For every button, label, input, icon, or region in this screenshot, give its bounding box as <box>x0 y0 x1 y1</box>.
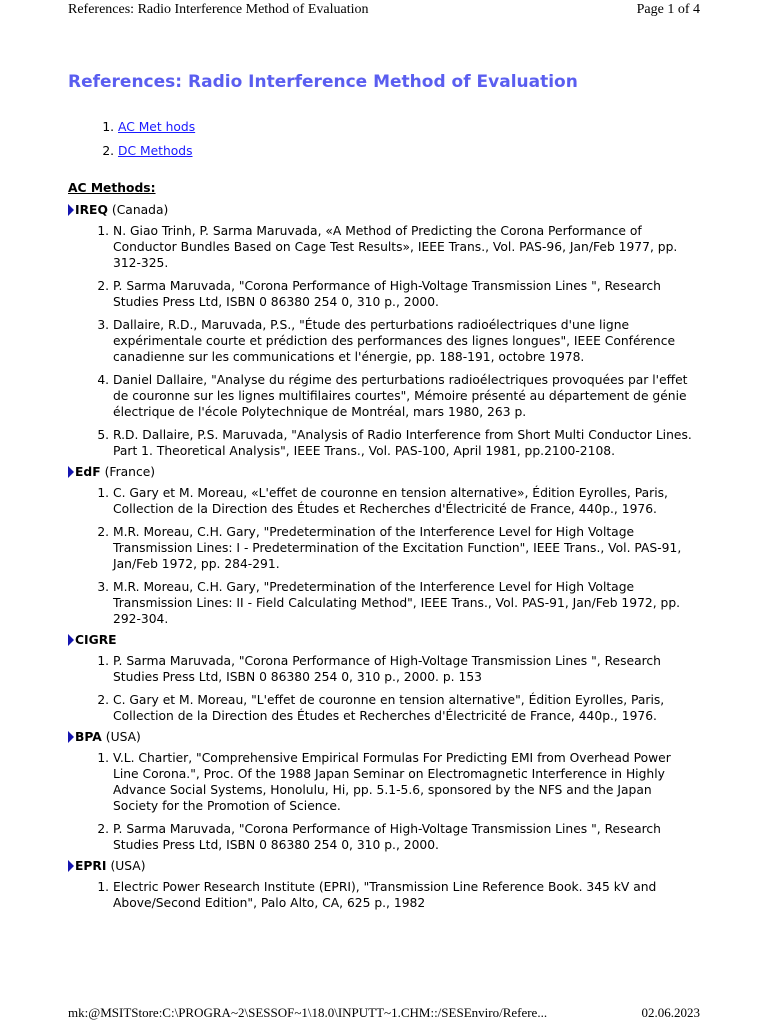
print-footer-date: 02.06.2023 <box>641 1005 700 1020</box>
group-region: (USA) <box>105 730 141 744</box>
table-of-contents <box>68 115 700 163</box>
reference-item: 1. P. Sarma Maruvada, "Corona Performance of High-Voltage Transmission Lines ", Research Studies Press Ltd, ISBN 0 86380 254 0, 310 p., 2000. p. 153 <box>113 653 700 685</box>
reference-item: 3. M.R. Moreau, C.H. Gary, "Predetermination of the Interference Level for High Voltage Transmission Lines: II - Field Calculating Method", IEEE Trans., Vol. PAS-91, Jan/Feb 1972, pp. 292-304. <box>113 579 700 627</box>
reference-item: 1. N. Giao Trinh, P. Sarma Maruvada, «A Method of Predicting the Corona Performance of Conductor Bundles Based on Cage Test Results», IEEE Trans., Vol. PAS-96, Jan/Feb 1977, pp. 312-325. <box>113 223 700 271</box>
toc-link-dc-methods[interactable]: DC Methods <box>118 144 193 158</box>
group-name: EPRI <box>75 859 107 873</box>
group-heading-epri <box>68 857 700 875</box>
reference-item: 2. C. Gary et M. Moreau, "L'effet de couronne en tension alternative", Édition Eyrolles, Paris, Collection de la Direction des Études et Recherches d'Électricité de France, 440p., 1976. <box>113 692 700 724</box>
group-heading-bpa <box>68 728 700 746</box>
page-content <box>68 70 700 914</box>
group-region: (France) <box>104 465 156 479</box>
triangle-bullet-icon <box>68 466 74 478</box>
group-name: EdF <box>75 465 101 479</box>
reference-item: 2. P. Sarma Maruvada, "Corona Performance of High-Voltage Transmission Lines ", Research Studies Press Ltd, ISBN 0 86380 254 0, 310 p., 2000. <box>113 821 700 853</box>
reference-groups <box>68 201 700 911</box>
reference-item: 4. Daniel Dallaire, "Analyse du régime des perturbations radioélectriques provoquées par l'effet de couronne sur les lignes multifilaires courtes", Mémoire présenté au département de génie électrique de l'école Polytechnique de Montréal, mars 1980, 263 p. <box>113 372 700 420</box>
group-heading-edf <box>68 463 700 481</box>
triangle-bullet-icon <box>68 204 74 216</box>
reference-list <box>68 223 700 459</box>
triangle-bullet-icon <box>68 860 74 872</box>
triangle-bullet-icon <box>68 731 74 743</box>
page-title: References: Radio Interference Method of Evaluation <box>68 72 578 92</box>
group-name: IREQ <box>75 203 108 217</box>
triangle-bullet-icon <box>68 634 74 646</box>
group-name: CIGRE <box>75 633 117 647</box>
group-heading-ireq <box>68 201 700 219</box>
toc-link-ac-methods[interactable]: AC Met hods <box>118 120 196 134</box>
reference-item: 2. P. Sarma Maruvada, "Corona Performance of High-Voltage Transmission Lines ", Research Studies Press Ltd, ISBN 0 86380 254 0, 310 p., 2000. <box>113 278 700 310</box>
group-region: (Canada) <box>111 203 169 217</box>
print-header-title: References: Radio Interference Method of Evaluation <box>68 2 369 17</box>
print-footer <box>68 1004 700 1022</box>
reference-item: 1. C. Gary et M. Moreau, «L'effet de couronne en tension alternative», Édition Eyrolles, Paris, Collection de la Direction des Études et Recherches d'Électricité de France, 440p., 1976. <box>113 485 700 517</box>
reference-item: 1. Electric Power Research Institute (EPRI), "Transmission Line Reference Book. 345 kV and Above/Second Edition", Palo Alto, CA, 625 p., 1982 <box>113 879 700 911</box>
reference-item: 2. M.R. Moreau, C.H. Gary, "Predetermination of the Interference Level for High Voltage Transmission Lines: I - Predetermination of the Excitation Function", IEEE Trans., Vol. PAS-91, Jan/Feb 1972, pp. 284-291. <box>113 524 700 572</box>
ac-methods-heading: AC Methods: <box>68 181 156 195</box>
group-name: BPA <box>75 730 102 744</box>
reference-list <box>68 653 700 724</box>
group-region: (USA) <box>110 859 146 873</box>
reference-item: 5. R.D. Dallaire, P.S. Maruvada, "Analysis of Radio Interference from Short Multi Conductor Lines. Part 1. Theoretical Analysis", IEEE Trans., Vol. PAS-100, April 1981, pp.2100-2108. <box>113 427 700 459</box>
toc-item <box>118 115 700 139</box>
reference-list <box>68 485 700 627</box>
reference-list <box>68 750 700 853</box>
print-header <box>68 0 700 20</box>
print-header-page: Page 1 of 4 <box>636 2 700 17</box>
reference-item: 3. Dallaire, R.D., Maruvada, P.S., "Étude des perturbations radioélectriques d'une ligne expérimentale courte et prédiction des performances des lignes longues", IEEE Conférence canadienne sur les communications et l'énergie, pp. 188-191, octobre 1978. <box>113 317 700 365</box>
print-footer-path: mk:@MSITStore:C:\PROGRA~2\SESSOF~1\18.0\INPUTT~1.CHM::/SESEnviro/Refere... <box>68 1005 548 1020</box>
group-heading-cigre <box>68 631 700 649</box>
reference-item: 1. V.L. Chartier, "Comprehensive Empirical Formulas For Predicting EMI from Overhead Power Line Corona.", Proc. Of the 1988 Japan Seminar on Electromagnetic Interference in Highly Advance Social Systems, Honolulu, Hi, pp. 5.1-5.6, sponsored by the NFS and the Japan Society for the Promotion of Science. <box>113 750 700 814</box>
reference-list <box>68 879 700 911</box>
toc-item <box>118 139 700 163</box>
